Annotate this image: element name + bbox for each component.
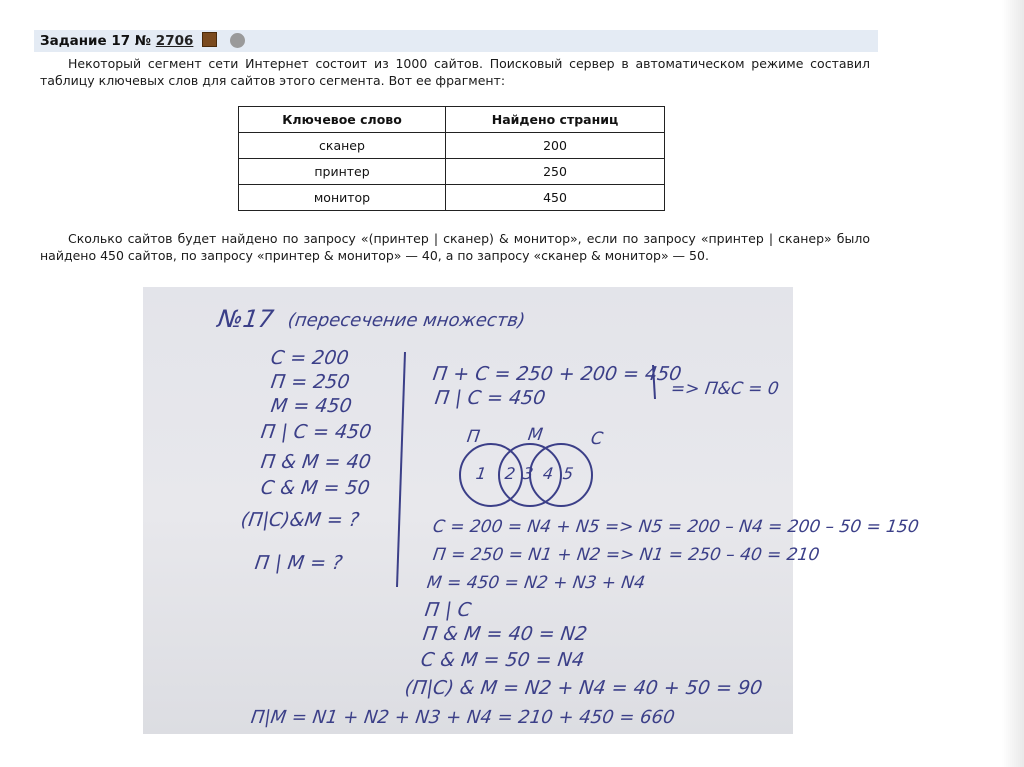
table-header: Ключевое слово	[239, 107, 446, 133]
given-line: П & М = 40	[259, 451, 373, 473]
given-line: С = 200	[269, 347, 351, 369]
solution-title: №17	[216, 305, 276, 333]
task-label: Задание 17 №	[40, 33, 152, 49]
task-question: Сколько сайтов будет найдено по запросу «(принтер | сканер) & монитор», если по запросу «принтер | сканер» было найдено 450 сайтов, по запросу «принтер & монитор» — 40, а по запросу «сканер & монитор» — 50.	[40, 231, 870, 263]
keyword-table	[238, 106, 665, 211]
table-cell: 200	[446, 133, 665, 159]
table-cell: сканер	[239, 133, 446, 159]
table-row	[239, 185, 665, 211]
table-row	[239, 133, 665, 159]
table-header: Найдено страниц	[446, 107, 665, 133]
task-header	[34, 30, 878, 52]
given-line: П | С = 450	[259, 421, 373, 443]
status-circle-icon[interactable]	[230, 33, 245, 48]
slide-edge-shadow	[1002, 0, 1024, 767]
solution-line: П | С	[423, 599, 473, 621]
venn-region-number: 3	[521, 464, 535, 483]
solution-line: (П|С) & М = N2 + N4 = 40 + 50 = 90	[403, 677, 764, 699]
solution-line: П | С = 450	[433, 387, 547, 409]
solution-line: => П&С = 0	[669, 379, 781, 399]
venn-label-scanner: С	[589, 429, 605, 449]
given-line: М = 450	[269, 395, 354, 417]
table-cell: 250	[446, 159, 665, 185]
task-condition: Некоторый сегмент сети Интернет состоит из 1000 сайтов. Поисковый сервер в автоматическом режиме составил таблицу ключевых слов для сайтов этого сегмента. Вот ее фрагмент:	[40, 56, 870, 88]
solution-line: С = 200 = N4 + N5 => N5 = 200 – N4 = 200 – 50 = 150	[431, 517, 921, 537]
venn-label-printer: П	[465, 427, 482, 447]
venn-region-number: 2	[503, 464, 517, 483]
task-number-link[interactable]: 2706	[155, 33, 194, 49]
venn-label-monitor: М	[526, 425, 545, 445]
table-cell: 450	[446, 185, 665, 211]
table-cell: монитор	[239, 185, 446, 211]
table-row	[239, 159, 665, 185]
solution-subtitle: (пересечение множеств)	[286, 310, 527, 331]
solution-line: П + С = 250 + 200 = 450	[431, 363, 683, 385]
solution-line: П = 250 = N1 + N2 => N1 = 250 – 40 = 210	[431, 545, 821, 565]
handwritten-solution-photo	[143, 287, 921, 734]
solution-line: М = 450 = N2 + N3 + N4	[425, 573, 647, 593]
divider-line	[397, 352, 405, 587]
given-line: С & М = 50	[259, 477, 372, 499]
solution-line: П & М = 40 = N2	[421, 623, 589, 645]
solution-line: С & М = 50 = N4	[419, 649, 586, 671]
table-cell: принтер	[239, 159, 446, 185]
briefcase-icon[interactable]	[202, 32, 217, 47]
given-line: П = 250	[269, 371, 352, 393]
venn-region-number: 1	[474, 464, 488, 483]
given-line: (П|С)&М = ?	[239, 509, 361, 531]
final-answer-line: П|М = N1 + N2 + N3 + N4 = 210 + 450 = 660	[249, 707, 677, 728]
given-line: П | М = ?	[253, 552, 344, 574]
venn-region-number: 5	[561, 464, 575, 483]
venn-region-number: 4	[541, 464, 555, 483]
